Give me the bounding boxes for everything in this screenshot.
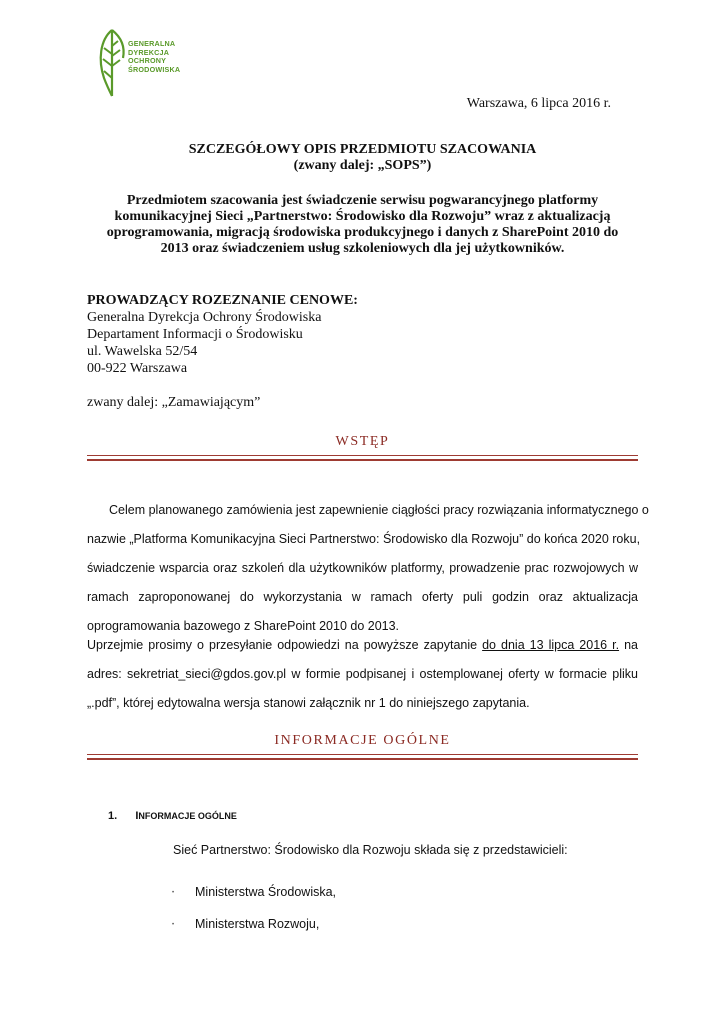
organizer-department: Departament Informacji o Środowisku bbox=[87, 327, 303, 342]
paragraph-line: świadczenie wsparcia oraz szkoleń dla użytkowników platformy, prowadzenie prac rozwojowych w bbox=[87, 561, 638, 575]
subject-line: oprogramowania, migracją środowiska produkcyjnego i danych z SharePoint 2010 do bbox=[106, 225, 619, 240]
section-divider bbox=[87, 459, 638, 461]
tree-leaf-icon bbox=[98, 26, 128, 98]
deadline-text: do dnia 13 lipca 2016 r. bbox=[482, 638, 620, 652]
subsection-heading bbox=[108, 810, 237, 822]
subject-block bbox=[90, 193, 635, 257]
subsection-initial: I bbox=[135, 810, 139, 822]
logo-line: GENERALNA bbox=[128, 39, 176, 48]
section-heading-intro: WSTĘP bbox=[335, 434, 390, 449]
network-intro: Sieć Partnerstwo: Środowisko dla Rozwoju składa się z przedstawicieli: bbox=[173, 843, 568, 857]
bullet-icon: • bbox=[172, 890, 175, 896]
request-paragraph bbox=[87, 631, 638, 718]
intro-paragraph bbox=[87, 496, 649, 641]
section-divider bbox=[87, 754, 638, 755]
logo-line: OCHRONY bbox=[128, 56, 167, 66]
bullet-icon: • bbox=[172, 922, 175, 928]
organizer-heading: PROWADZĄCY ROZEZNANIE CENOWE: bbox=[87, 293, 358, 308]
organizer-city: 00-922 Warszawa bbox=[87, 361, 188, 376]
list-item: Ministerstwa Rozwoju, bbox=[195, 917, 320, 931]
title-subline: (zwany dalej: „SOPS”) bbox=[293, 158, 432, 173]
organizer-name: Generalna Dyrekcja Ochrony Środowiska bbox=[87, 310, 322, 325]
list-item: Ministerstwa Środowiska, bbox=[195, 885, 337, 899]
subsection-title: NFORMACJE OGÓLNE bbox=[138, 811, 237, 821]
paragraph-line: „.pdf”, której edytowalna wersja stanowi załącznik nr 1 do niniejszego zapytania. bbox=[87, 696, 530, 710]
section-divider bbox=[87, 455, 638, 456]
subject-line: komunikacyjnej Sieci „Partnerstwo: Środowisko dla Rozwoju” wraz z aktualizacją bbox=[114, 209, 611, 224]
gdos-logo bbox=[98, 26, 188, 98]
logo-line: DYREKCJA bbox=[128, 47, 170, 57]
subject-line: 2013 oraz świadczeniem usług szkoleniowych dla jej użytkowników. bbox=[160, 241, 565, 256]
paragraph-line: Celem planowanego zamówienia jest zapewnienie ciągłości pracy rozwiązania informatycznego o bbox=[109, 503, 649, 517]
title-line: SZCZEGÓŁOWY OPIS PRZEDMIOTU SZACOWANIA bbox=[188, 142, 537, 157]
section-heading-general: INFORMACJE OGÓLNE bbox=[274, 733, 451, 748]
section-divider bbox=[87, 758, 638, 760]
paragraph-line bbox=[87, 631, 638, 660]
request-text: Uprzejmie prosimy o przesyłanie odpowiedzi na powyższe zapytanie bbox=[87, 638, 483, 652]
organizer-alias: zwany dalej: „Zamawiającym” bbox=[87, 395, 261, 410]
logo-text bbox=[128, 40, 180, 74]
subject-line: Przedmiotem szacowania jest świadczenie serwisu pogwarancyjnego platformy bbox=[126, 193, 599, 208]
paragraph-line: oprogramowania bazowego z SharePoint 2010 do 2013. bbox=[87, 619, 400, 633]
organizer-street: ul. Wawelska 52/54 bbox=[87, 344, 198, 359]
paragraph-line: ramach zaproponowanej do wykorzystania w ramach oferty puli godzin oraz aktualizacja bbox=[87, 590, 638, 604]
subsection-number: 1. bbox=[108, 810, 118, 822]
logo-line: ŚRODOWISKA bbox=[128, 64, 181, 74]
request-text: na bbox=[619, 638, 638, 652]
paragraph-line: adres: sekretriat_sieci@gdos.gov.pl w formie podpisanej i ostemplowanej oferty w formacie pliku bbox=[87, 667, 638, 681]
document-date: Warszawa, 6 lipca 2016 r. bbox=[466, 96, 611, 111]
paragraph-line: nazwie „Platforma Komunikacyjna Sieci Partnerstwo: Środowisko dla Rozwoju” do końca 2020 roku, bbox=[87, 532, 641, 546]
document-title bbox=[90, 142, 635, 174]
